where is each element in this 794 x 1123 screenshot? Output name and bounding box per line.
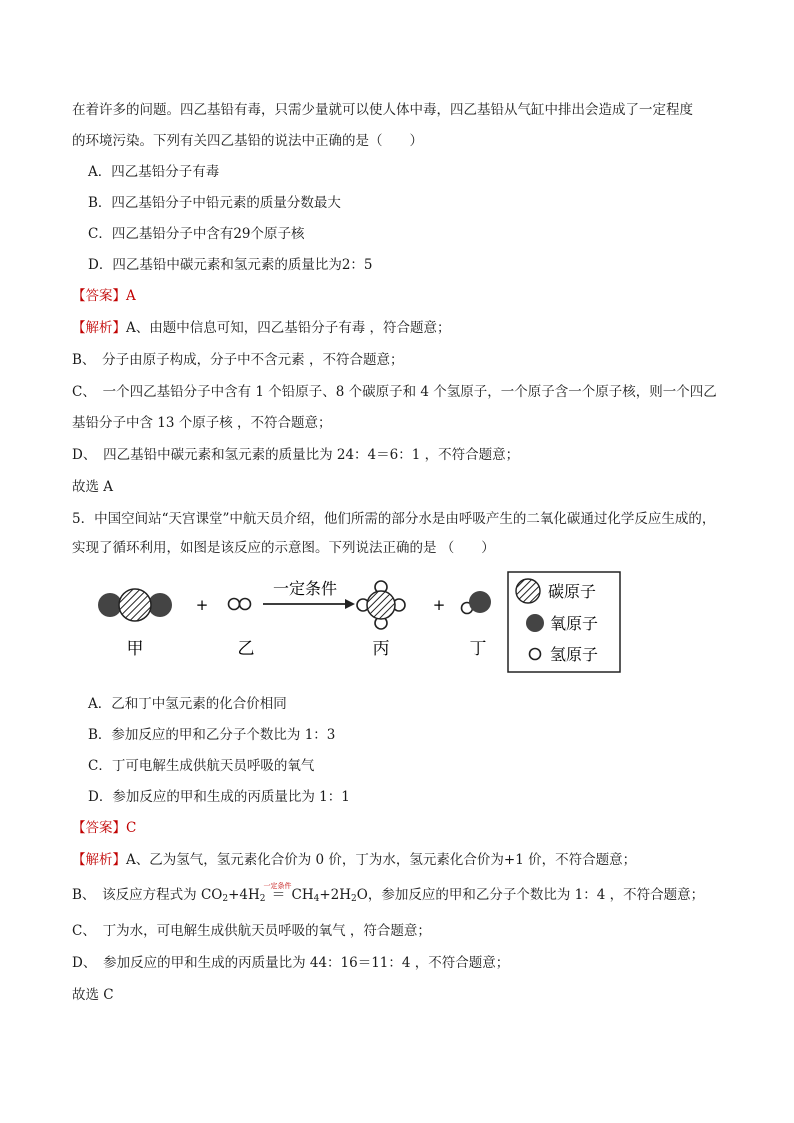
reaction-condition: 一定条件: [272, 579, 338, 598]
q5-stem-line-1: 5．中国空间站“天宫课堂”中航天员介绍，他们所需的部分水是由呼吸产生的二氧化碳通过化学反应生成的，: [72, 511, 716, 527]
q5-analysis-d: D、 参加反应的甲和生成的丙质量比为 44：16＝11：4 ，不符合题意；: [72, 955, 510, 971]
legend-oxygen: 氧原子: [550, 614, 599, 633]
equation-text: +4H: [228, 887, 260, 903]
molecule-ding: [462, 591, 492, 614]
q5-stem-line-2: 实现了循环利用，如图是该反应的示意图。下列说法正确的是 （ ）: [72, 540, 495, 556]
q5-answer: [72, 818, 136, 838]
legend-hydrogen: 氢原子: [550, 645, 599, 664]
q4-analysis-b: B、 分子由原子构成，分子中不含元素 ，不符合题意；: [72, 352, 404, 368]
equation-text: +2H: [319, 887, 352, 903]
q4-analysis-c2: 基铅分子中含 13 个原子核 ，不符合题意；: [72, 415, 332, 431]
molecule-jia: [98, 589, 172, 621]
equals-sign: ＝: [271, 887, 286, 903]
q5-option-c: C．丁可电解生成供航天员呼吸的氧气: [88, 758, 315, 774]
diagram-legend: [508, 572, 620, 672]
condition-text: 一定条件: [263, 882, 292, 890]
label-ding: 丁: [469, 639, 487, 659]
answer-value: C: [126, 820, 137, 836]
q5-option-a: A．乙和丁中氢元素的化合价相同: [88, 696, 287, 712]
label-bing: 丙: [372, 639, 390, 659]
equation-text: B、 该反应方程式为 CO: [72, 887, 223, 903]
label-yi: 乙: [237, 639, 255, 659]
q4-analysis-c1: C、 一个四乙基铅分子中含有 1 个铅原子、8 个碳原子和 4 个氢原子，一个原子含一个原子核，则一个四乙: [72, 384, 717, 400]
q4-conclusion: 故选 A: [72, 479, 114, 495]
q4-stem-line-2: 的环境污染。下列有关四乙基铅的说法中正确的是（ ）: [72, 133, 423, 149]
q5-analysis-b: [72, 882, 705, 909]
q5-analysis-c: C、 丁为水，可电解生成供航天员呼吸的氧气 ，符合题意；: [72, 923, 431, 939]
reaction-diagram: [95, 570, 625, 678]
reaction-arrow: [263, 599, 355, 609]
q4-analysis-d: D、 四乙基铅中碳元素和氢元素的质量比为 24：4＝6：1 ，不符合题意；: [72, 447, 520, 463]
equation-text: O，参加反应的甲和乙分子个数比为 1：4 ，不符合题意；: [356, 887, 705, 903]
molecule-yi: [229, 599, 251, 610]
molecule-bing: [357, 581, 405, 629]
subscript: 2: [351, 894, 357, 904]
reaction-condition-sign: [263, 882, 292, 905]
equation-text: CH: [291, 887, 314, 903]
q5-conclusion: 故选 C: [72, 987, 114, 1003]
q5-analysis-a: [72, 850, 636, 870]
q5-option-b: B．参加反应的甲和乙分子个数比为 1：3: [88, 727, 336, 743]
plus-sign: +: [195, 596, 209, 614]
q4-option-a: A．四乙基铅分子有毒: [88, 164, 220, 180]
legend-carbon: 碳原子: [548, 582, 597, 601]
answer-value: A: [126, 288, 136, 304]
plus-sign: +: [432, 596, 446, 614]
answer-tag: 【答案】: [72, 288, 126, 304]
label-jia: 甲: [126, 639, 144, 659]
subscript: 2: [222, 894, 229, 904]
analysis-text: A、由题中信息可知，四乙基铅分子有毒 ，符合题意；: [126, 320, 451, 336]
q4-option-d: D．四乙基铅中碳元素和氢元素的质量比为2：5: [88, 257, 373, 273]
q5-option-d: D．参加反应的甲和生成的丙质量比为 1：1: [88, 789, 350, 805]
q4-answer: [72, 286, 136, 306]
q4-option-b: B．四乙基铅分子中铅元素的质量分数最大: [88, 195, 341, 211]
q4-option-c: C．四乙基铅分子中含有29个原子核: [88, 226, 305, 242]
q4-stem-line-1: 在着许多的问题。四乙基铅有毒，只需少量就可以使人体中毒，四乙基铅从气缸中排出会造成了一定程度: [72, 102, 693, 118]
analysis-tag: 【解析】: [72, 320, 126, 336]
answer-tag: 【答案】: [72, 820, 126, 836]
analysis-tag: 【解析】: [72, 852, 126, 868]
subscript: 2: [259, 894, 266, 904]
q4-analysis-a: [72, 318, 451, 338]
analysis-text: A、乙为氢气，氢元素化合价为 0 价，丁为水，氢元素化合价为+1 价，不符合题意；: [126, 852, 637, 868]
subscript: 4: [313, 894, 320, 904]
